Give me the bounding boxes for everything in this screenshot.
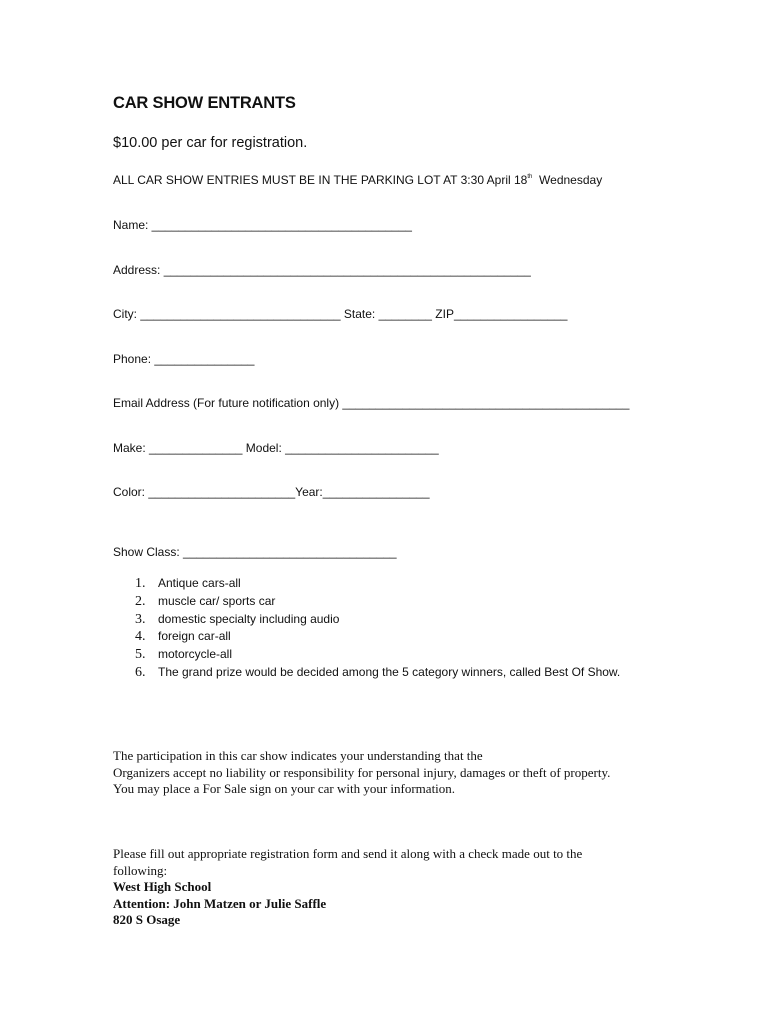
- name-field[interactable]: Name: _______________________________________: [113, 218, 412, 232]
- instruction-line: following:: [113, 862, 168, 878]
- list-item-number: 4.: [135, 629, 146, 645]
- mailing-instructions: [113, 846, 582, 929]
- list-item-number: 5.: [135, 647, 146, 663]
- disclaimer-line: The participation in this car show indicates your understanding that the: [113, 748, 483, 763]
- liability-disclaimer: [113, 748, 610, 798]
- list-item: [135, 629, 620, 647]
- list-item-label: muscle car/ sports car: [158, 593, 276, 608]
- city-state-zip-field[interactable]: City: ______________________________ State: ________ ZIP_________________: [113, 307, 568, 321]
- list-item: [135, 612, 620, 630]
- list-item-number: 1.: [135, 576, 146, 591]
- registration-fee: $10.00 per car for registration.: [113, 135, 308, 151]
- list-item-label: domestic specialty including audio: [158, 611, 340, 626]
- list-item: [135, 647, 620, 665]
- street-address: 820 S Osage: [113, 912, 181, 927]
- email-field[interactable]: Email Address (For future notification only) ___________________________________________: [113, 396, 630, 410]
- show-class-list: [135, 576, 620, 683]
- entry-deadline-notice: [113, 173, 602, 187]
- list-item-number: 2.: [135, 593, 146, 609]
- make-model-field[interactable]: Make: ______________ Model: _______________________: [113, 441, 439, 455]
- address-field[interactable]: Address: _______________________________________________________: [113, 263, 531, 277]
- list-item-label: foreign car-all: [158, 629, 231, 644]
- notice-ordinal-suffix: th: [527, 174, 533, 180]
- disclaimer-line: You may place a For Sale sign on your car with your information.: [113, 781, 456, 796]
- list-item-number: 3.: [135, 611, 146, 627]
- list-item: [135, 665, 620, 683]
- show-class-field[interactable]: Show Class: ________________________________: [113, 545, 397, 559]
- instruction-line: Please fill out appropriate registration form and send it along with a check made out to the: [113, 846, 583, 861]
- disclaimer-line: Organizers accept no liability or responsibility for personal injury, damages or theft of property.: [113, 764, 611, 780]
- page-title: CAR SHOW ENTRANTS: [113, 94, 296, 112]
- color-year-field[interactable]: Color: ______________________Year:________________: [113, 485, 430, 499]
- list-item-label: The grand prize would be decided among the 5 category winners, called Best Of Show.: [158, 664, 621, 679]
- list-item-number: 6.: [135, 664, 146, 680]
- attention-line: Attention: John Matzen or Julie Saffle: [113, 895, 327, 911]
- school-name: West High School: [113, 879, 212, 894]
- notice-main-text: ALL CAR SHOW ENTRIES MUST BE IN THE PARKING LOT AT 3:30 April 18: [113, 173, 528, 187]
- notice-day: Wednesday: [539, 173, 603, 187]
- phone-field[interactable]: Phone: _______________: [113, 352, 255, 366]
- list-item: [135, 594, 620, 612]
- list-item: [135, 576, 620, 594]
- list-item-label: Antique cars-all: [158, 576, 241, 590]
- list-item-label: motorcycle-all: [158, 647, 233, 662]
